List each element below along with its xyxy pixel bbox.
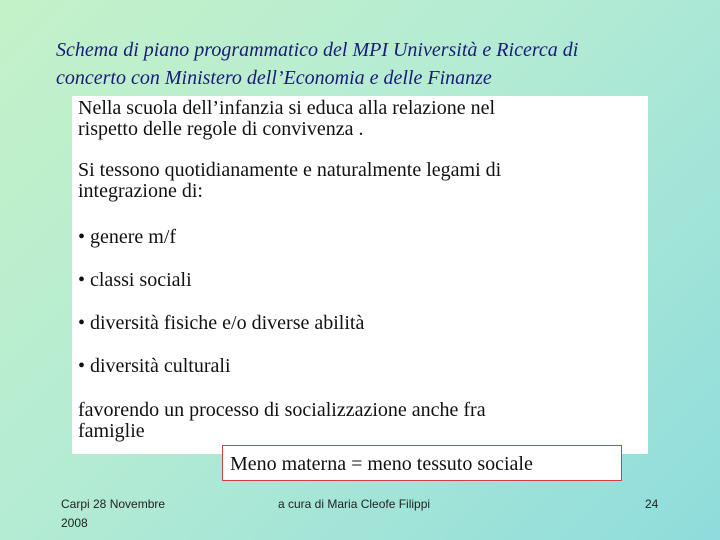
paragraph-integrazione-line-2: integrazione di: <box>78 180 203 202</box>
page-number: 24 <box>645 497 659 511</box>
paragraph-relazione-line-1: Nella scuola dell’infanzia si educa alla relazione nel <box>78 97 496 119</box>
paragraph-relazione-line-2: rispetto delle regole di convivenza . <box>78 118 364 140</box>
paragraph-socializzazione-line-1: favorendo un processo di socializzazione anche fra <box>78 399 486 421</box>
bullet-item-diversita-culturali: • diversità culturali <box>78 355 231 377</box>
footer-date <box>61 495 201 533</box>
paragraph-integrazione <box>78 160 638 202</box>
paragraph-socializzazione <box>78 400 638 442</box>
bullet-item-diversita-fisiche: • diversità fisiche e/o diverse abilità <box>78 312 365 334</box>
content-box <box>72 96 648 454</box>
slide-title <box>56 36 696 92</box>
footer-date-line-1: Carpi 28 Novembre <box>61 497 166 511</box>
slide-title-line-1: Schema di piano programmatico del MPI Università e Ricerca di <box>56 39 579 61</box>
bullet-item-classi-sociali: • classi sociali <box>78 269 192 291</box>
paragraph-relazione <box>78 98 638 140</box>
paragraph-socializzazione-line-2: famiglie <box>78 420 145 442</box>
footer-author: a cura di Maria Cleofe Filippi <box>278 497 431 511</box>
paragraph-integrazione-line-1: Si tessono quotidianamente e naturalmente legami di <box>78 159 502 181</box>
bullet-item-genere: • genere m/f <box>78 226 177 248</box>
slide-title-line-2: concerto con Ministero dell’Economia e delle Finanze <box>56 67 492 89</box>
footer-date-line-2: 2008 <box>61 516 88 530</box>
callout-box: Meno materna = meno tessuto sociale <box>222 445 622 481</box>
